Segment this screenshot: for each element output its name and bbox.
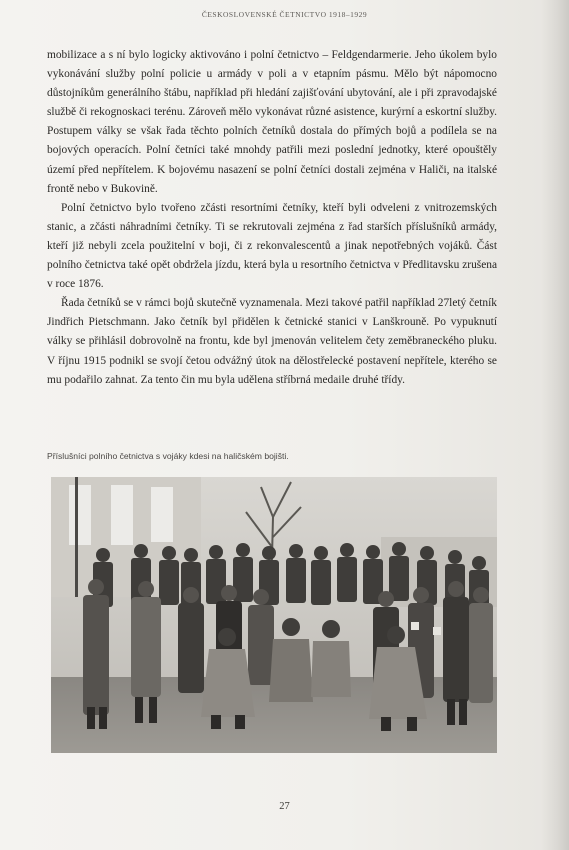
photo-caption: Příslušníci polního četnictva s vojáky kdesi na haličském bojišti. xyxy=(47,451,289,461)
paragraph-1: mobilizace a s ní bylo logicky aktivováno i polní četnictvo – Feldgendarmerie. Jeho úkolem bylo vykonávání služby polní policie u armády v poli a v etapním pásmu. Mělo být nápomocno důstojníkům generálního štábu, například při hledání zajišťování ubytování, ale i při zpravodajské službě či rekognoskaci terénu. Zároveň mělo vykonávat různé asistence, kurýrní a eskortní služby. Postupem války se však řada těchto polních četníků dostala do přímých bojů a podílela se na bojových operacích. Polní četníci také mnohdy patřili mezi poslední jednotky, které opouštěly území před nepřítelem. K bojovému nasazení se polní četníci dostali zejména v Haliči, na italské frontě nebo v Bukovině. xyxy=(47,49,497,195)
paragraph-3: Řada četníků se v rámci bojů skutečně vyznamenala. Mezi takové patřil například 27letý četník Jindřich Pietschmann. Jako četník byl přidělen k četnické stanici v Lanškrouně. Po vypuknutí války se přihlásil dobrovolně na frontu, kde byl jmenován velitelem čety zeměbraneckého pluku. V říjnu 1915 podnikl se svojí četou odvážný útok na dělostřelecké postavení nepřítele, kterého se mu podařilo zahnat. Za tento čin mu byla udělena stříbrná medaile druhé třídy. xyxy=(47,297,497,386)
page-gutter-shadow xyxy=(541,0,569,850)
running-head: ČESKOSLOVENSKÉ ČETNICTVO 1918–1929 xyxy=(201,10,368,19)
group-photo-illustration xyxy=(51,477,497,753)
body-text xyxy=(47,46,497,390)
paragraph-2: Polní četnictvo bylo tvořeno zčásti resortními četníky, kteří byli odveleni z vnitrozemských stanic, a zčásti náhradními četníky. Ti se rekrutovali zejména z řad starších příslušníků armády, kteří již nebyli zcela použitelní v boji, či z rekonvalescentů a jinak nepotřebných vojáků. Část polního četnictva také opět obdržela jízdu, která byla u resortního četnictva v Předlitavsku zrušena v roce 1876. xyxy=(47,201,497,291)
historical-photo xyxy=(51,477,497,753)
page-number: 27 xyxy=(279,801,290,812)
